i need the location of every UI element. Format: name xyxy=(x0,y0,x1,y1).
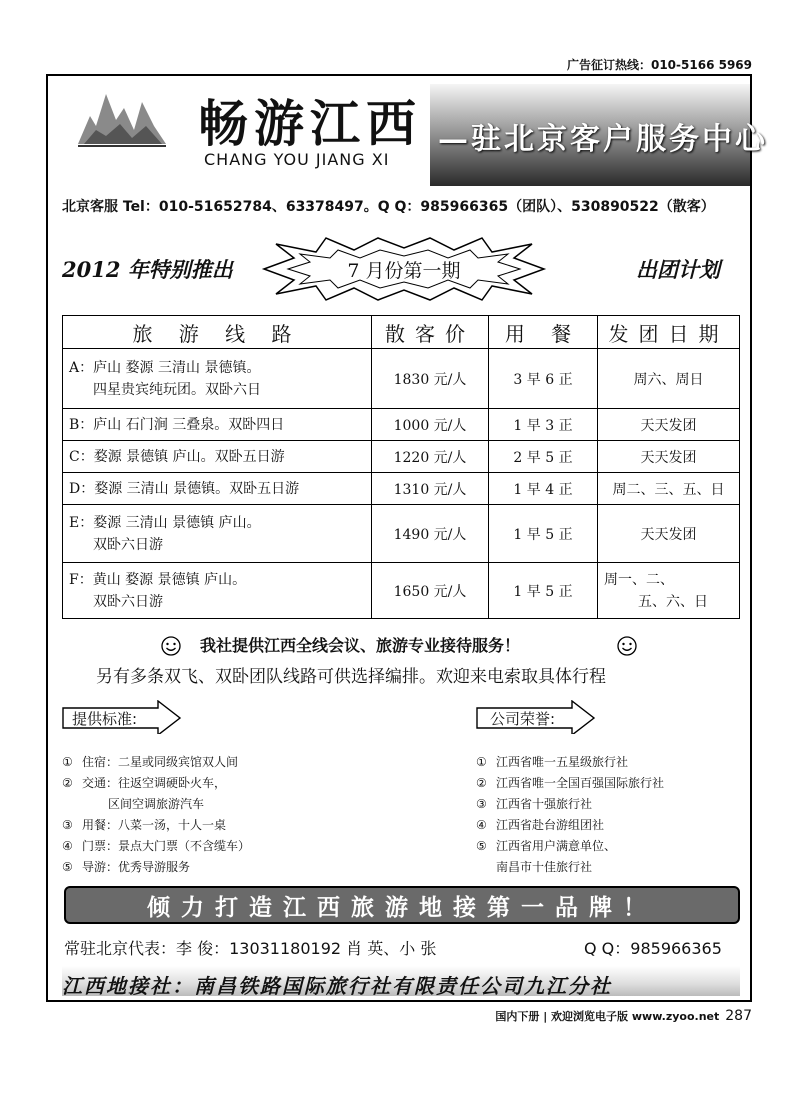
standards-title: 提供标准: xyxy=(72,710,138,728)
item-number: ① xyxy=(62,755,73,769)
meal-cell: 1 早 3 正 xyxy=(489,409,598,441)
promo-right: 出团计划 xyxy=(636,257,720,282)
beijing-representative: 常驻北京代表：李 俊：13031180192 肖 英、小 张 xyxy=(64,939,437,958)
date-cell: 天天发团 xyxy=(598,505,740,563)
date-line: 周一、二、 xyxy=(604,571,674,588)
route-line: 四星贵宾纯玩团。双卧六日 xyxy=(93,381,261,398)
route-line: 双卧六日游 xyxy=(93,536,163,553)
price-cell: 1490 元/人 xyxy=(372,505,489,563)
list-item xyxy=(62,836,250,857)
price-cell: 1650 元/人 xyxy=(372,563,489,619)
item-number: ③ xyxy=(476,797,487,811)
item-text: 江西省唯一五星级旅行社 xyxy=(496,755,629,769)
table-row xyxy=(63,441,740,473)
list-item xyxy=(476,815,664,836)
item-number: ② xyxy=(476,776,487,790)
page-number: 287 xyxy=(725,1008,752,1024)
item-number: ⑤ xyxy=(62,860,73,874)
footer-text: 国内下册 | 欢迎浏览电子版 www.zyoo.net xyxy=(495,1010,720,1023)
list-item xyxy=(62,815,250,836)
list-item xyxy=(62,752,250,773)
header-date: 发团日期 xyxy=(598,316,740,349)
item-text: 用餐：八菜一汤，十人一桌 xyxy=(82,818,227,832)
page-footer xyxy=(495,1008,752,1024)
route-line: A：庐山 婺源 三清山 景德镇。 xyxy=(69,359,261,376)
list-item xyxy=(62,773,250,794)
meal-cell: 1 早 4 正 xyxy=(489,473,598,505)
routes-table xyxy=(62,315,740,619)
item-number: ④ xyxy=(476,818,487,832)
header-price: 散客价 xyxy=(372,316,489,349)
meal-cell: 1 早 5 正 xyxy=(489,563,598,619)
table-row xyxy=(63,409,740,441)
issue-label: 7 月份第一期 xyxy=(347,260,461,282)
list-item-continued: 区间空调旅游汽车 xyxy=(108,797,205,811)
agency-name: 江西地接社：南昌铁路国际旅行社有限责任公司九江分社 xyxy=(62,974,612,998)
promo-left: 2012 年特别推出 xyxy=(62,257,233,282)
table-header-row xyxy=(63,316,740,349)
route-cell: D：婺源 三清山 景德镇。双卧五日游 xyxy=(63,473,372,505)
list-item xyxy=(476,836,664,857)
standards-list xyxy=(62,752,250,878)
brand-title: 畅游江西 xyxy=(198,94,422,153)
item-text: 交通：往返空调硬卧火车， xyxy=(82,776,227,790)
item-text: 江西省唯一全国百强国际旅行社 xyxy=(496,776,665,790)
list-item-continued: 南昌市十佳旅行社 xyxy=(496,860,593,874)
item-text: 江西省赴台游组团社 xyxy=(496,818,605,832)
route-cell: B：庐山 石门涧 三叠泉。双卧四日 xyxy=(63,409,372,441)
smiley-icon xyxy=(160,635,182,657)
contact-line: 北京客服 Tel：010-51652784、63378497。Q Q：985966365（团队）、530890522（散客） xyxy=(62,199,715,215)
table-row xyxy=(63,349,740,409)
item-text: 江西省用户满意单位、 xyxy=(496,839,617,853)
route-line: 双卧六日游 xyxy=(93,593,163,610)
list-item xyxy=(476,773,664,794)
item-number: ④ xyxy=(62,839,73,853)
itinerary-note: 另有多条双飞、双卧团队线路可供选择编排。欢迎来电索取具体行程 xyxy=(96,667,606,687)
route-cell xyxy=(63,349,372,409)
date-cell xyxy=(598,563,740,619)
item-text: 江西省十强旅行社 xyxy=(496,797,593,811)
date-cell: 周六、周日 xyxy=(598,349,740,409)
table-row xyxy=(63,473,740,505)
header-route: 旅 游 线 路 xyxy=(63,316,372,349)
list-item xyxy=(476,752,664,773)
table-row xyxy=(63,563,740,619)
route-cell xyxy=(63,563,372,619)
date-line: 五、六、日 xyxy=(638,593,708,610)
route-cell: C：婺源 景德镇 庐山。双卧五日游 xyxy=(63,441,372,473)
date-cell: 天天发团 xyxy=(598,441,740,473)
route-line: F：黄山 婺源 景德镇 庐山。 xyxy=(69,571,247,588)
item-text: 住宿：二星或同级宾馆双人间 xyxy=(82,755,239,769)
item-number: ② xyxy=(62,776,73,790)
header-meal: 用 餐 xyxy=(489,316,598,349)
honors-list xyxy=(476,752,664,878)
list-item xyxy=(62,857,250,878)
ad-hotline: 广告征订热线：010-5166 5969 xyxy=(566,58,752,72)
rep-qq: Q Q：985966365 xyxy=(584,939,722,958)
item-number: ⑤ xyxy=(476,839,487,853)
meal-cell: 3 早 6 正 xyxy=(489,349,598,409)
price-cell: 1220 元/人 xyxy=(372,441,489,473)
price-cell: 1830 元/人 xyxy=(372,349,489,409)
date-cell: 天天发团 xyxy=(598,409,740,441)
price-cell: 1310 元/人 xyxy=(372,473,489,505)
item-text: 门票：景点大门票（不含缆车） xyxy=(82,839,251,853)
mountain-logo-icon xyxy=(76,86,168,150)
list-item xyxy=(476,794,664,815)
brand-slogan: —驻北京客户服务中心 xyxy=(438,122,768,157)
item-number: ① xyxy=(476,755,487,769)
meal-cell: 1 早 5 正 xyxy=(489,505,598,563)
price-cell: 1000 元/人 xyxy=(372,409,489,441)
item-text: 导游：优秀导游服务 xyxy=(82,860,191,874)
route-cell xyxy=(63,505,372,563)
item-number: ③ xyxy=(62,818,73,832)
brand-pinyin: CHANG YOU JIANG XI xyxy=(204,150,390,169)
route-line: E：婺源 三清山 景德镇 庐山。 xyxy=(69,514,261,531)
date-cell: 周二、三、五、日 xyxy=(598,473,740,505)
brand-slogan-banner: 倾力打造江西旅游地接第一品牌！ xyxy=(147,895,657,921)
service-note: 我社提供江西全线会议、旅游专业接待服务！ xyxy=(200,636,521,655)
smiley-icon xyxy=(616,635,638,657)
honors-title: 公司荣誉: xyxy=(490,710,556,728)
meal-cell: 2 早 5 正 xyxy=(489,441,598,473)
table-row xyxy=(63,505,740,563)
